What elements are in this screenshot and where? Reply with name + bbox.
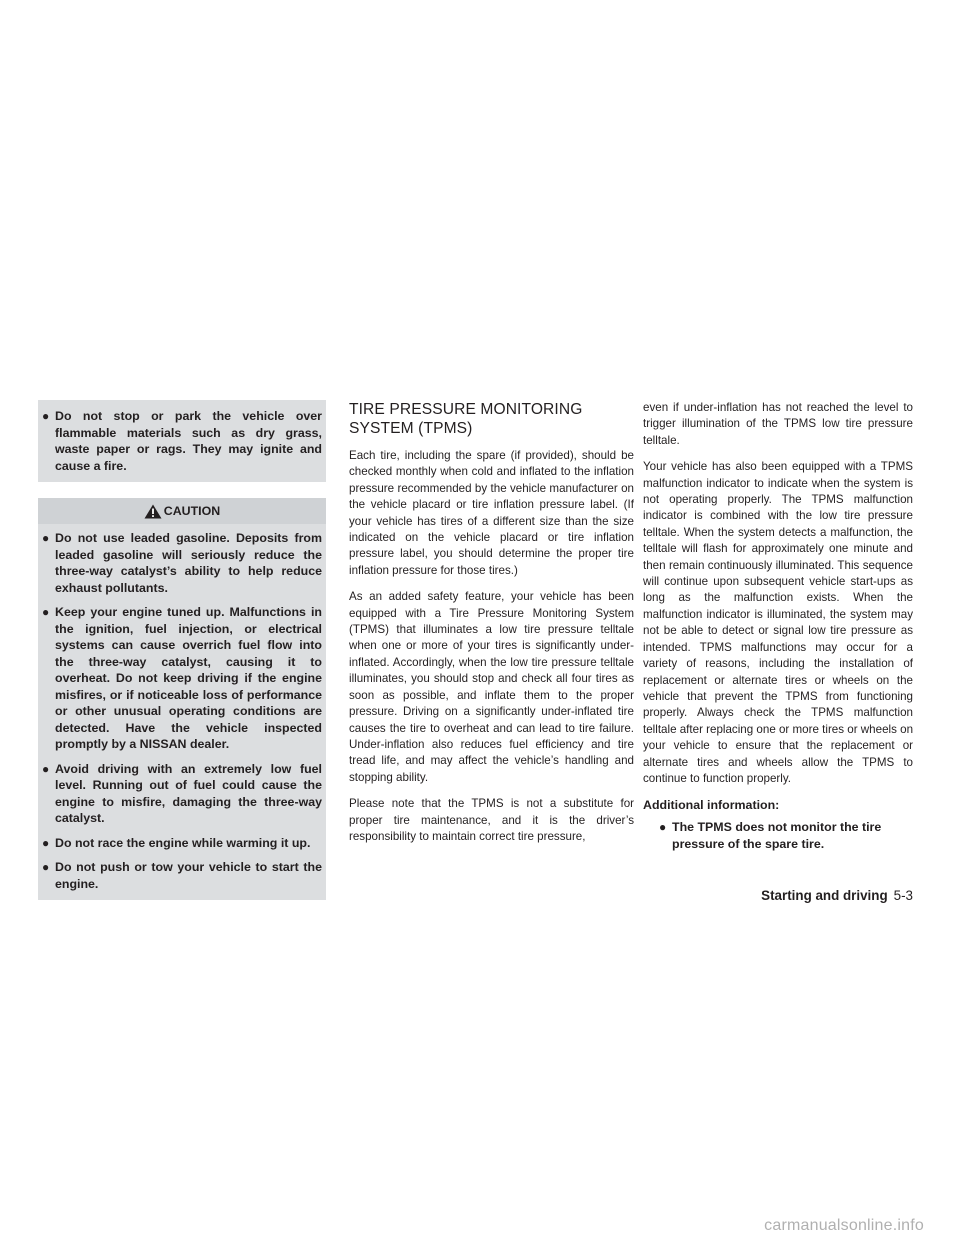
bullet-icon: ●: [42, 835, 50, 850]
warning-box-continued: [38, 400, 326, 482]
paragraph: Your vehicle has also been equipped with a TPMS malfunction indicator to indicate when the system is not operating properly. The TPMS malfunction indicator is combined with the low tire pressure telltale. When the system detects a malfunction, the telltale will flash for approximately one minute and then remain continuously illuminated. This sequence will continue upon subsequent vehicle start-ups as long as the malfunction exists. When the malfunction indicator is illuminated, the system may not be able to detect or signal low tire pressure as intended. TPMS malfunctions may occur for a variety of reasons, including the installation of replacement or alternate tires or wheels on the vehicle that prevent the TPMS from functioning properly. Always check the TPMS malfunction telltale after replacing one or more tires or wheels on your vehicle to ensure that the replacement or alternate tires and wheels allow the TPMS to continue to function properly.: [643, 460, 914, 785]
caution-item: ● Avoid driving with an extremely low fuel level. Running out of fuel could cause the engine to misfire, damaging the three-way catalyst.: [42, 761, 322, 825]
bullet-icon: ●: [42, 860, 50, 874]
additional-info-heading: Additional information:: [643, 798, 780, 813]
watermark: carmanualsonline.info: [764, 1217, 924, 1234]
section-title: TIRE PRESSURE MONITORING SYSTEM (TPMS): [349, 401, 583, 437]
bullet-icon: ●: [659, 820, 667, 835]
warning-item: ● Do not stop or park the vehicle over flammable materials such as dry grass, waste paper or rags. They may ignite and cause a fire.: [42, 409, 322, 473]
caution-title: CAUTION: [163, 504, 221, 518]
caution-item: ● Do not push or tow your vehicle to start the engine.: [42, 860, 322, 891]
page-footer: [761, 888, 913, 903]
paragraph: Each tire, including the spare (if provided), should be checked monthly when cold and inflated to the inflation pressure recommended by the vehicle manufacturer on the vehicle placard or tire inflation pressure label. (If your vehicle has tires of a different size than the size indicated on the vehicle placard or tire inflation pressure label, you should determine the proper tire inflation pressure for those tires.): [349, 449, 634, 577]
page-number: 5-3: [893, 888, 913, 903]
right-column: [643, 400, 913, 852]
bullet-icon: ●: [42, 605, 50, 619]
left-column: [38, 400, 326, 900]
caution-header: [38, 498, 326, 524]
caution-item: ● Do not use leaded gasoline. Deposits from leaded gasoline will seriously reduce the three-way catalyst’s ability to help reduce exhaust pollutants.: [42, 531, 322, 595]
bullet-icon: ●: [42, 531, 50, 545]
additional-info-list: [643, 819, 913, 852]
additional-info-item: ● The TPMS does not monitor the tire pressure of the spare tire.: [659, 820, 882, 851]
paragraph: Please note that the TPMS is not a substitute for proper tire maintenance, and it is the driver’s responsibility to maintain correct tire pressure,: [349, 797, 634, 843]
paragraph: even if under-inflation has not reached the level to trigger illumination of the TPMS low tire pressure telltale.: [643, 401, 913, 447]
bullet-icon: ●: [42, 409, 50, 423]
bullet-icon: ●: [42, 761, 50, 776]
warning-triangle-icon: [144, 504, 162, 519]
middle-column: [349, 400, 634, 855]
paragraph: As an added safety feature, your vehicle has been equipped with a Tire Pressure Monitoring System (TPMS) that illuminates a low tire pressure telltale when one or more of your tires is significantly under-inflated. Accordingly, when the low tire pressure telltale illuminates, you should stop and check all four tires as soon as possible, and inflate them to the proper pressure. Driving on a significantly under-inflated tire causes the tire to overheat and can lead to tire failure. Under-inflation also reduces fuel efficiency and tire tread life, and may affect the vehicle’s handling and stopping ability.: [349, 590, 634, 784]
caution-item: ● Keep your engine tuned up. Malfunctions in the ignition, fuel injection, or electrical systems can cause overrich fuel flow into the three-way catalyst, causing it to overheat. Do not keep driving if the engine misfires, or if noticeable loss of performance or other unusual operating conditions are detected. Have the vehicle inspected promptly by a NISSAN dealer.: [42, 605, 322, 751]
footer-section-name: Starting and driving: [761, 888, 888, 903]
caution-list: [38, 524, 326, 900]
caution-item: ● Do not race the engine while warming it up.: [42, 835, 311, 850]
caution-box: [38, 498, 326, 900]
